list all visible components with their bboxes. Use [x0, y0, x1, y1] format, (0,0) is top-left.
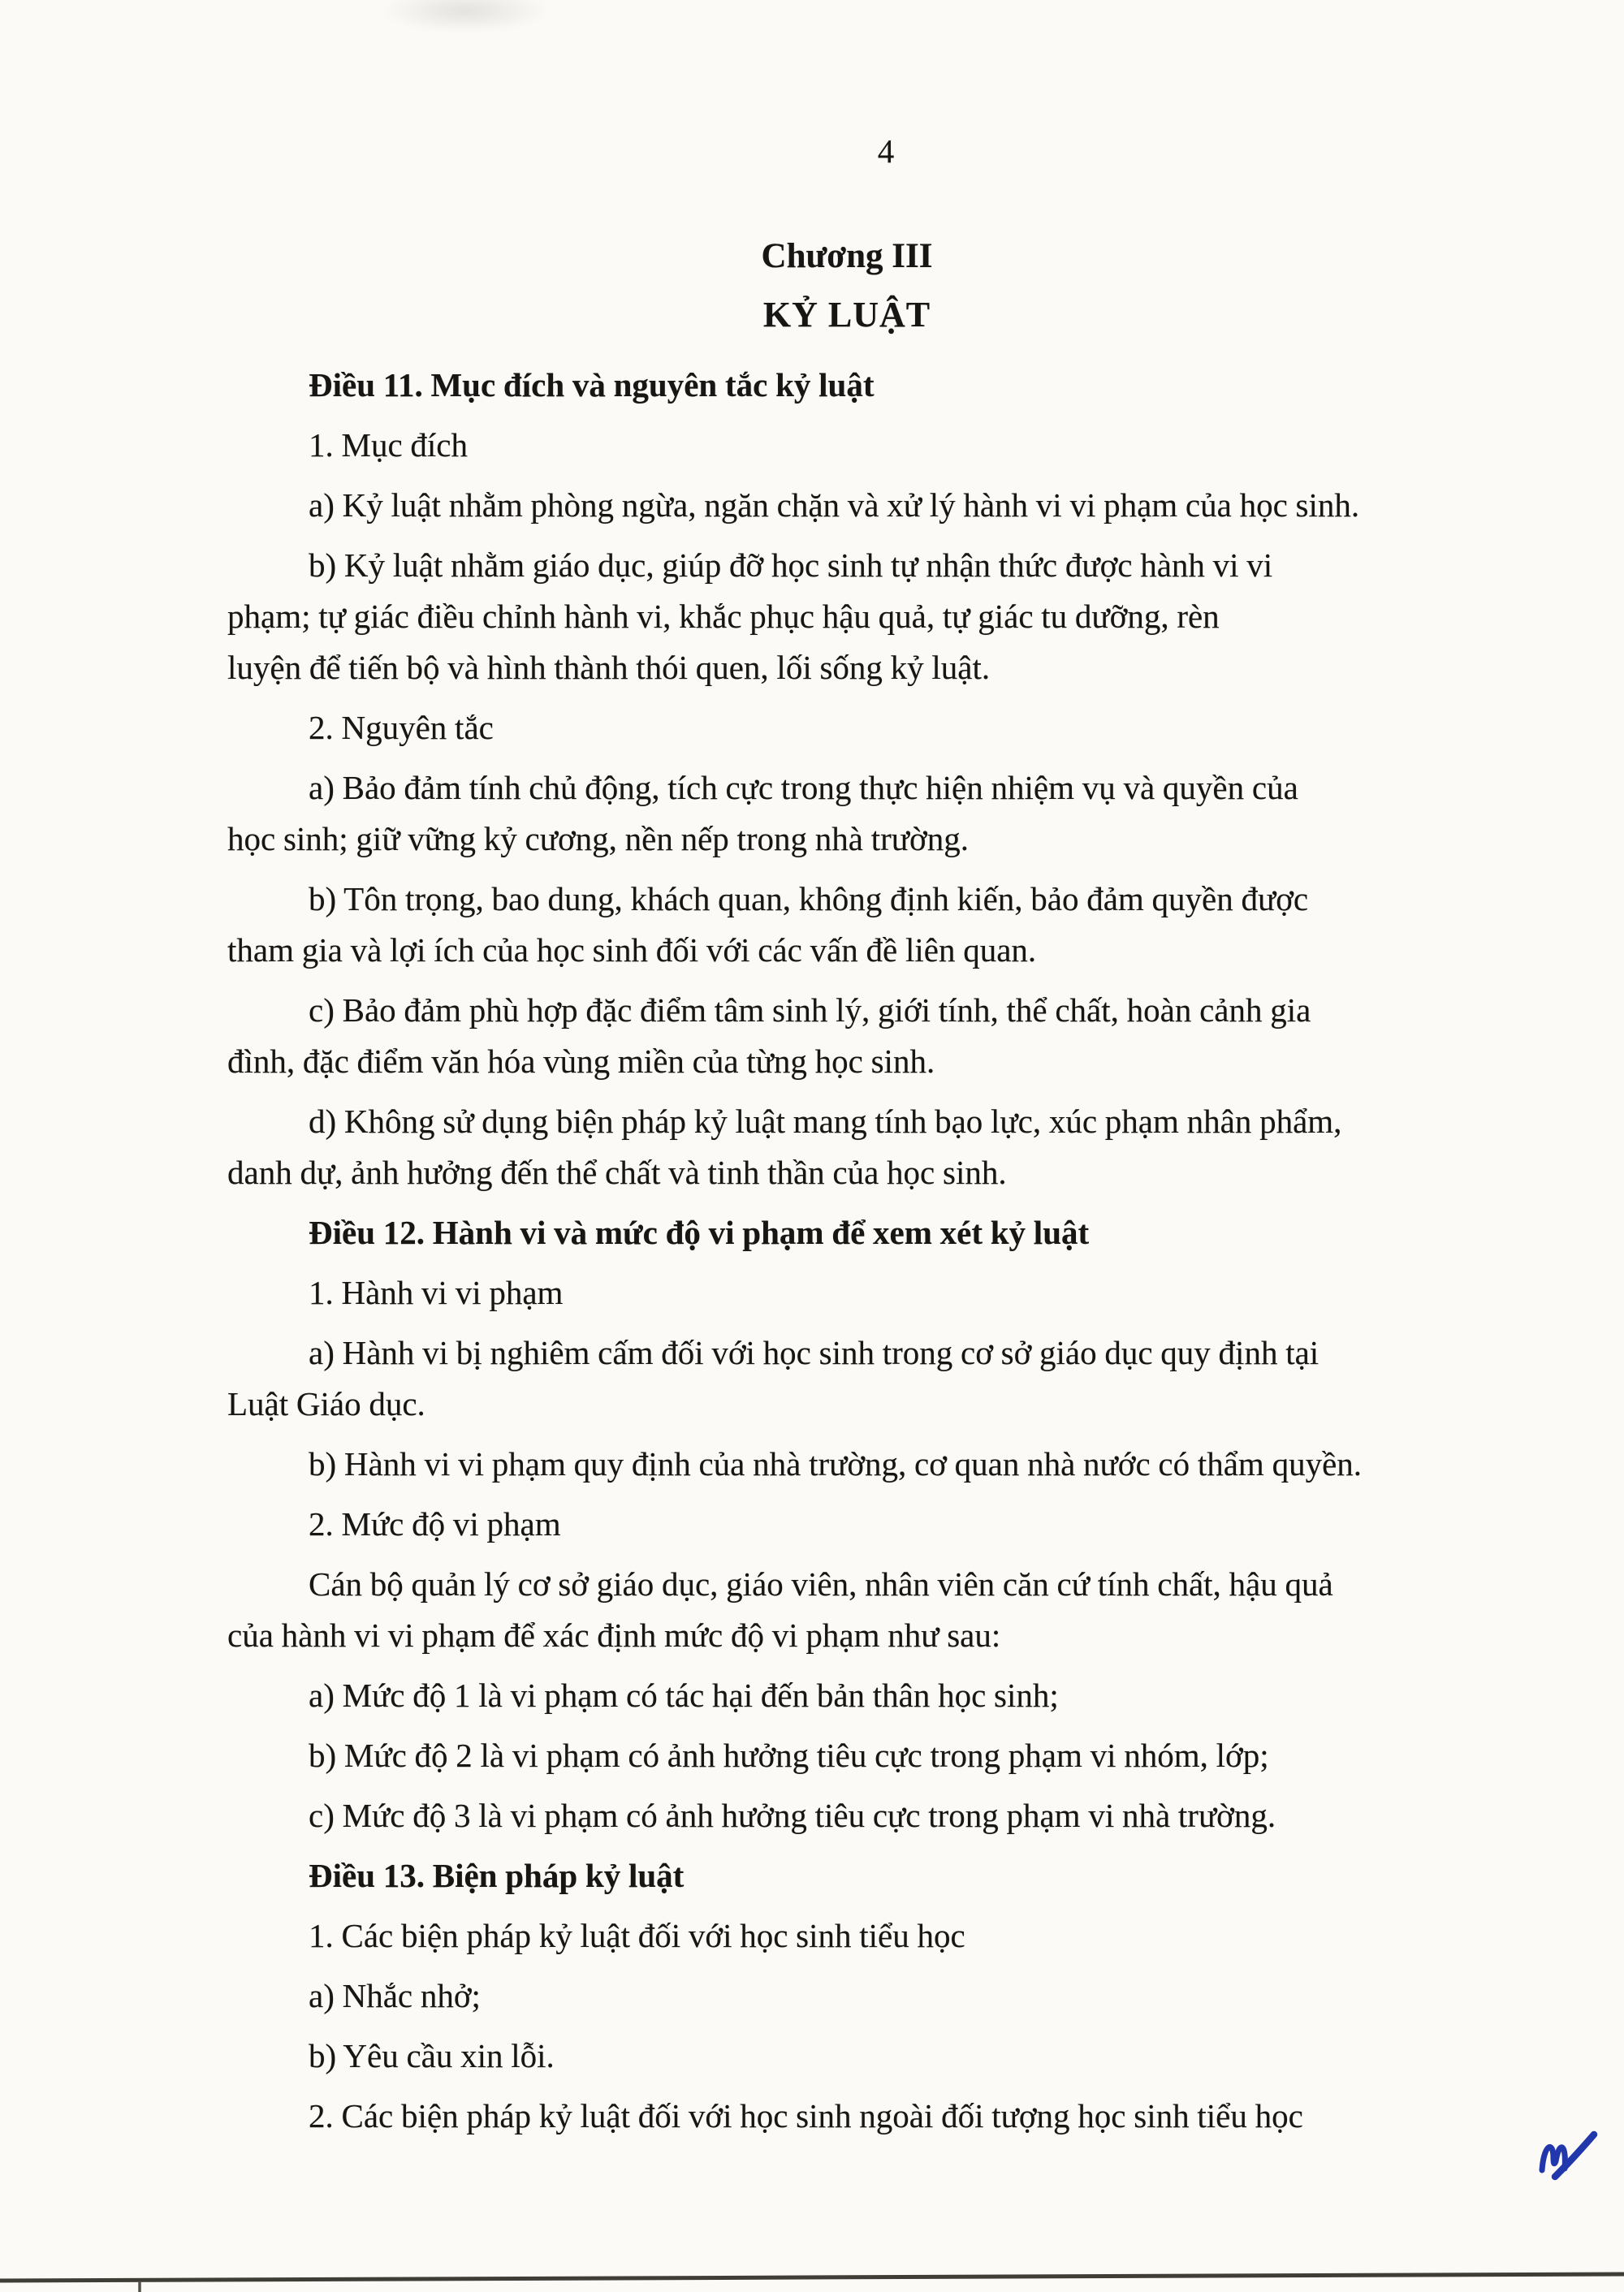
page-bottom-rule — [0, 2265, 1624, 2292]
article-heading — [227, 360, 1466, 411]
scan-smudge — [380, 0, 551, 32]
text-line: a) Mức độ 1 là vi phạm có tác hại đến bản thân học sinh; — [309, 1677, 1059, 1714]
paragraph — [227, 2091, 1466, 2142]
text-line: Cán bộ quản lý cơ sở giáo dục, giáo viên, nhân viên căn cứ tính chất, hậu quả — [309, 1565, 1333, 1603]
text-line: b) Yêu cầu xin lỗi. — [309, 2037, 555, 2074]
text-line: a) Nhắc nhở; — [309, 1977, 481, 2014]
handwritten-initials — [1530, 2124, 1608, 2186]
paragraph — [227, 1730, 1466, 1781]
paragraph — [227, 1439, 1466, 1490]
paragraph — [227, 420, 1466, 471]
page-number: 4 — [877, 132, 895, 170]
text-line: Điều 13. Biện pháp kỷ luật — [309, 1857, 685, 1894]
paragraph — [227, 874, 1466, 976]
text-line: danh dự, ảnh hưởng đến thể chất và tinh thần của học sinh. — [227, 1154, 1007, 1191]
text-line: a) Hành vi bị nghiêm cấm đối với học sinh trong cơ sở giáo dục quy định tại — [309, 1334, 1320, 1371]
text-line: 1. Các biện pháp kỷ luật đối với học sinh tiểu học — [309, 1917, 965, 1954]
text-line: a) Kỷ luật nhằm phòng ngừa, ngăn chặn và xử lý hành vi vi phạm của học sinh. — [309, 486, 1360, 524]
document-body — [227, 360, 1466, 2151]
paragraph — [227, 985, 1466, 1087]
text-line: Luật Giáo dục. — [227, 1385, 425, 1422]
chapter-label: Chương III — [761, 237, 933, 275]
text-line: c) Bảo đảm phù hợp đặc điểm tâm sinh lý, giới tính, thể chất, hoàn cảnh gia — [309, 991, 1311, 1029]
text-line: b) Kỷ luật nhằm giáo dục, giúp đỡ học sinh tự nhận thức được hành vi vi — [309, 546, 1273, 584]
paragraph — [227, 1790, 1466, 1841]
text-line: 1. Mục đích — [309, 426, 468, 464]
text-line: đình, đặc điểm văn hóa vùng miền của từng học sinh. — [227, 1042, 935, 1080]
paragraph — [227, 1327, 1466, 1430]
text-line: b) Tôn trọng, bao dung, khách quan, không định kiến, bảo đảm quyền được — [309, 880, 1309, 917]
paragraph — [227, 1670, 1466, 1721]
chapter-title: KỶ LUẬT — [762, 295, 931, 335]
paragraph — [227, 1970, 1466, 2022]
paragraph — [227, 762, 1466, 865]
article-heading — [227, 1207, 1466, 1258]
text-line: 2. Nguyên tắc — [309, 709, 494, 746]
article-heading — [227, 1850, 1466, 1901]
paragraph — [227, 2031, 1466, 2082]
text-line: luyện để tiến bộ và hình thành thói quen, lối sống kỷ luật. — [227, 649, 991, 686]
paragraph — [227, 1559, 1466, 1661]
text-line: Điều 11. Mục đích và nguyên tắc kỷ luật — [309, 366, 875, 404]
paragraph — [227, 1096, 1466, 1198]
bottom-rule-line — [0, 2265, 1624, 2292]
text-line: b) Hành vi vi phạm quy định của nhà trường, cơ quan nhà nước có thẩm quyền. — [309, 1445, 1363, 1483]
text-line: học sinh; giữ vững kỷ cương, nền nếp trong nhà trường. — [227, 820, 969, 857]
text-line: c) Mức độ 3 là vi phạm có ảnh hưởng tiêu cực trong phạm vi nhà trường. — [309, 1797, 1276, 1834]
text-line: của hành vi vi phạm để xác định mức độ vi phạm như sau: — [227, 1616, 1001, 1654]
text-line: 2. Mức độ vi phạm — [309, 1505, 561, 1543]
paragraph — [227, 1910, 1466, 1962]
paragraph — [227, 1267, 1466, 1319]
paragraph — [227, 702, 1466, 753]
text-line: a) Bảo đảm tính chủ động, tích cực trong thực hiện nhiệm vụ và quyền của — [309, 769, 1298, 806]
text-line: b) Mức độ 2 là vi phạm có ảnh hưởng tiêu cực trong phạm vi nhóm, lớp; — [309, 1737, 1269, 1774]
signature-paraph-icon — [1530, 2124, 1608, 2186]
text-line: 1. Hành vi vi phạm — [309, 1274, 564, 1311]
paragraph — [227, 480, 1466, 531]
paragraph — [227, 540, 1466, 693]
text-line: tham gia và lợi ích của học sinh đối với các vấn đề liên quan. — [227, 931, 1037, 969]
text-line: d) Không sử dụng biện pháp kỷ luật mang tính bạo lực, xúc phạm nhân phẩm, — [309, 1103, 1342, 1140]
text-line: 2. Các biện pháp kỷ luật đối với học sinh ngoài đối tượng học sinh tiểu học — [309, 2097, 1303, 2134]
text-line: Điều 12. Hành vi và mức độ vi phạm để xem xét kỷ luật — [309, 1214, 1090, 1251]
text-line: phạm; tự giác điều chỉnh hành vi, khắc phục hậu quả, tự giác tu dưỡng, rèn — [227, 598, 1220, 635]
paragraph — [227, 1499, 1466, 1550]
